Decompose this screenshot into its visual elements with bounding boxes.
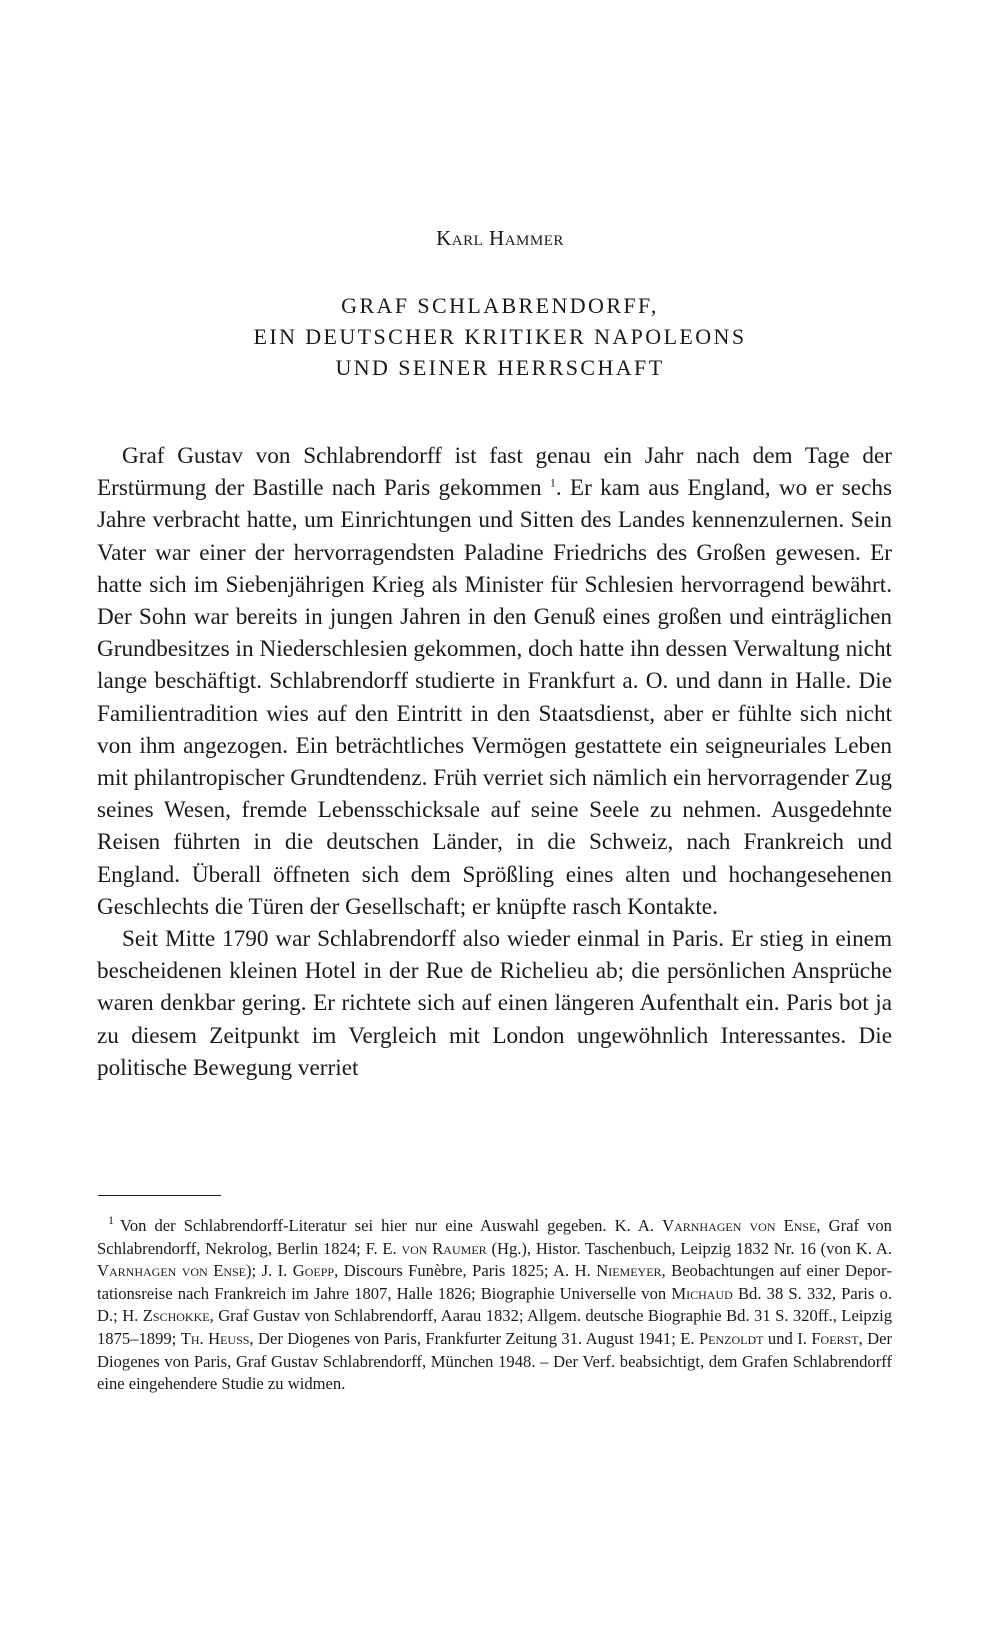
footnote-divider: [98, 1195, 221, 1196]
footnote-text: ); J. I.: [246, 1261, 288, 1281]
title-line-2: EIN DEUTSCHER KRITIKER NAPOLEONS: [253, 324, 747, 349]
footnote-marker: 1: [108, 1213, 114, 1228]
footnote-reference: 1: [549, 475, 556, 490]
footnote-text: und I.: [767, 1328, 807, 1348]
article-title: [0, 290, 1000, 383]
title-line-1: GRAF SCHLABRENDORFF,: [341, 293, 659, 318]
footnote-author-name: Goepp: [292, 1261, 335, 1281]
footnote: [97, 1215, 892, 1396]
footnote-author-name: Foerst: [811, 1328, 859, 1348]
footnote-text: Von der Schlabrendorff-Literatur sei hier nur eine Auswahl gegeben. K. A.: [120, 1216, 655, 1235]
footnote-author-name: Varnhagen von Ense: [97, 1261, 247, 1281]
footnote-text: , Beobachtungen auf einer Deportationsreise nach Frankreich im Jahre 1807, Halle 1826; Biographie Universelle von: [97, 1261, 893, 1303]
footnote-paragraph: [97, 1215, 892, 1396]
footnote-author-name: Niemeyer: [596, 1261, 662, 1281]
footnote-author-name: von Raumer: [401, 1238, 487, 1258]
footnote-text: , Discours Funèbre, Paris 1825; A. H.: [334, 1261, 591, 1281]
footnote-text: , Der Diogenes von Paris, Graf Gustav Schlabrendorff, München 1948. – Der Verf. beabsichtigt, dem Grafen Schlabrendorff eine eingehendere Studie zu widmen.: [97, 1328, 892, 1394]
paragraph-1-text-a: Graf Gustav von Schlabrendorff ist fast genau ein Jahr nach dem Tage der Erstürmung der Bastille nach Paris gekommen: [97, 443, 892, 502]
footnote-author-name: Zschokke: [142, 1306, 210, 1326]
paragraph-1: [97, 440, 892, 923]
footnote-text: (Hg.), Histor. Taschenbuch, Leipzig 1832 Nr. 16 (von K. A.: [491, 1238, 892, 1258]
footnote-author-name: Th. Heuss: [180, 1328, 250, 1348]
footnote-text: Bd. 38 S. 332, Paris o. D.; H.: [97, 1283, 892, 1326]
author-name: Karl Hammer: [436, 226, 564, 250]
footnote-text: , Der Diogenes von Paris, Frankfurter Zeitung 31. August 1941; E.: [249, 1328, 695, 1348]
footnote-text: , Graf von Schlabrendorff, Nekrolog, Berlin 1824; F. E.: [97, 1216, 892, 1258]
title-line-3: UND SEINER HERRSCHAFT: [335, 355, 665, 380]
paragraph-2: Seit Mitte 1790 war Schlabrendorff also wieder einmal in Paris. Er stieg in einem bescheidenen kleinen Hotel in der Rue de Richelieu ab; die persönlichen Ansprüche waren denkbar gering. Er richtete sich auf einen längeren Aufenthalt ein. Paris bot ja zu diesem Zeitpunkt im Vergleich mit London ungewöhnlich Interessantes. Die politische Bewegung verriet: [97, 926, 892, 1081]
body-text: [97, 440, 892, 1084]
footnote-author-name: Penzoldt: [698, 1328, 764, 1348]
footnote-text: , Graf Gustav von Schlabrendorff, Aarau 1832; Allgem. deutsche Biographie Bd. 31 S. 320ff., Leipzig 1875–1899;: [97, 1306, 892, 1348]
paragraph-1-text-b: . Er kam aus England, wo er sechs Jahre verbracht hatte, um Einrichtungen und Sitten des Landes kennenzulernen. Sein Vater war einer der hervorragendsten Paladine Friedrichs des Großen gewesen. Er hatte sich im Siebenjährigen Krieg als Minister für Schlesien hervorragend bewährt. Der Sohn war bereits in jungen Jahren in den Genuß eines großen und einträglichen Grundbesitzes in Niederschlesien gekommen, doch hatte ihn dessen Verwaltung nicht lange beschäftigt. Schlabrendorff studierte in Frankfurt a. O. und dann in Halle. Die Familientradition wies auf den Eintritt in den Staatsdienst, aber er fühlte sich nicht von ihm angezogen. Ein beträchtliches Vermögen gestattete ein seigneuriales Leben mit philantropischer Grundtendenz. Früh verriet sich nämlich ein hervorragender Zug seines Wesen, fremde Lebensschicksale auf seine Seele zu nehmen. Ausgedehnte Reisen führten in die deutschen Länder, in die Schweiz, nach Frankreich und England. Überall öffneten sich dem Sprößling eines alten und hochangesehenen Geschlechts die Türen der Gesellschaft; er knüpfte rasch Kontakte.: [97, 475, 893, 920]
footnote-author-name: Varnhagen von Ense: [662, 1216, 817, 1235]
footnote-author-name: Michaud: [671, 1283, 733, 1303]
